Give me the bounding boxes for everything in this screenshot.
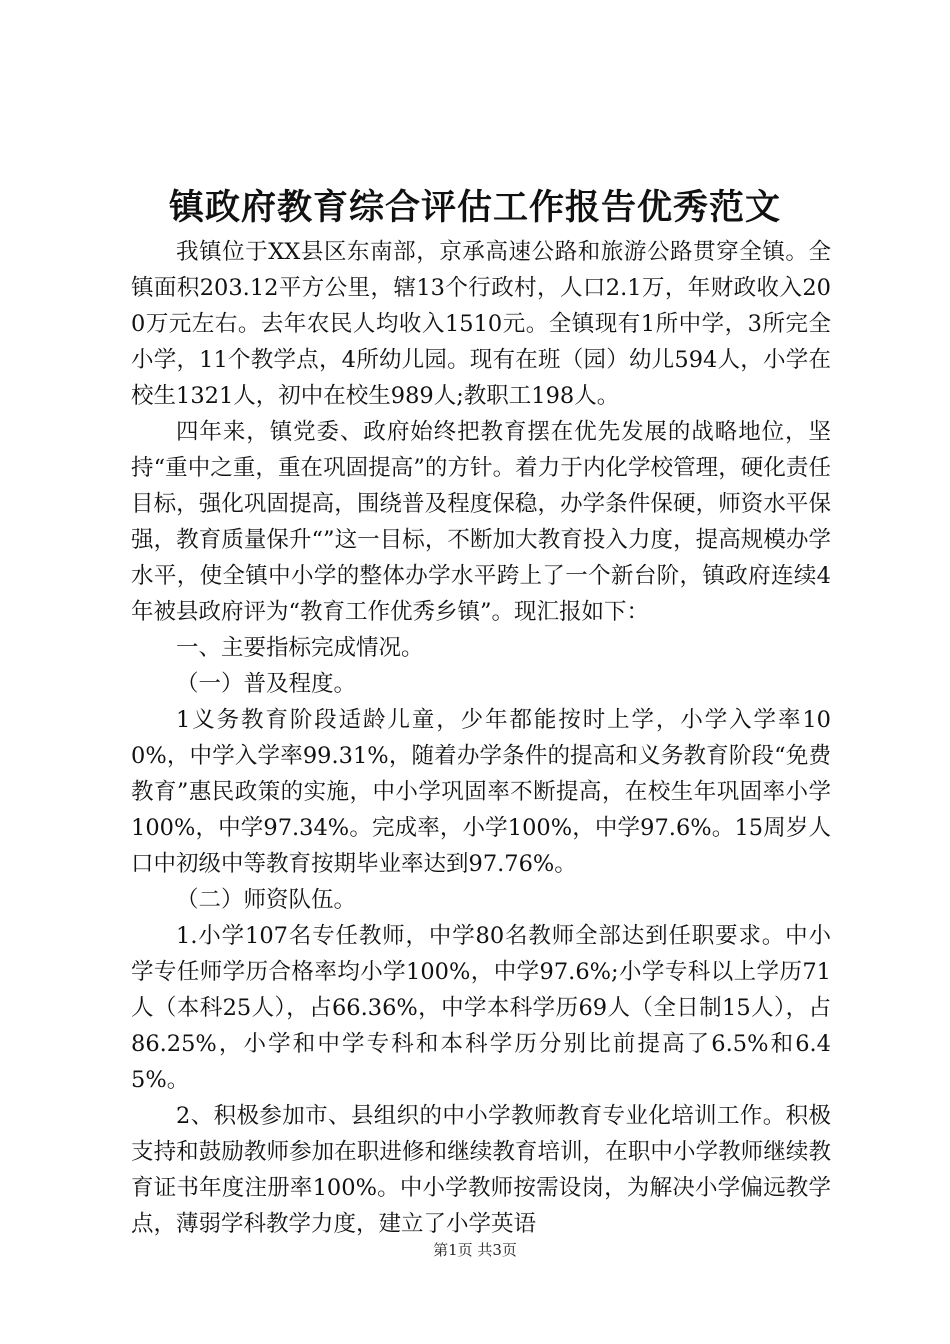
paragraph-teacher-training: 2、积极参加市、县组织的中小学教师教育专业化培训工作。积极支持和鼓励教师参加在职进修和继续教育培训，在职中小学教师继续教育证书年度注册率100%。中小学教师按需设岗，为解决小学偏远教学点，薄弱学科教学力度，建立了小学英语 xyxy=(131,1103,831,1237)
paragraph-town-overview: 我镇位于XX县区东南部，京承高速公路和旅游公路贯穿全镇。全镇面积203.12平方公里，辖13个行政村，人口2.1万，年财政收入200万元左右。去年农民人均收入1510元。全镇现有1所中学，3所完全小学，11个教学点，4所幼儿园。现有在班（园）幼儿594人，小学在校生1321人，初中在校生989人;教职工198人。 xyxy=(131,239,831,409)
section-heading-main-indicators: 一、主要指标完成情况。 xyxy=(176,635,424,661)
subsection-heading-popularization: （一）普及程度。 xyxy=(176,671,357,697)
paragraph-four-years: 四年来，镇党委、政府始终把教育摆在优先发展的战略地位，坚持“重中之重，重在巩固提高”的方针。着力于内化学校管理，硬化责任目标，强化巩固提高，围绕普及程度保稳，办学条件保硬，师资水平保强，教育质量保升“”这一目标，不断加大教育投入力度，提高规模办学水平，使全镇中小学的整体办学水平跨上了一个新台阶，镇政府连续4年被县政府评为“教育工作优秀乡镇”。现汇报如下： xyxy=(131,419,831,625)
document-title: 镇政府教育综合评估工作报告优秀范文 xyxy=(168,187,781,228)
subsection-heading-teachers: （二）师资队伍。 xyxy=(176,887,357,913)
document-body xyxy=(131,234,831,1242)
page-footer: 第1页 共3页 xyxy=(433,1241,517,1259)
paragraph-teacher-qualifications: 1.小学107名专任教师，中学80名教师全部达到任职要求。中小学专任师学历合格率均小学100%，中学97.6%;小学专科以上学历71人（本科25人），占66.36%，中学本科学历69人（全日制15人），占86.25%，小学和中学专科和本科学历分别比前提高了6.5%和6.45%。 xyxy=(131,923,831,1093)
paragraph-enrollment-rates: 1义务教育阶段适龄儿童，少年都能按时上学，小学入学率100%，中学入学率99.31%，随着办学条件的提高和义务教育阶段“免费教育”惠民政策的实施，中小学巩固率不断提高，在校生年巩固率小学100%，中学97.34%。完成率，小学100%，中学97.6%。15周岁人口中初级中等教育按期毕业率达到97.76%。 xyxy=(131,707,831,877)
